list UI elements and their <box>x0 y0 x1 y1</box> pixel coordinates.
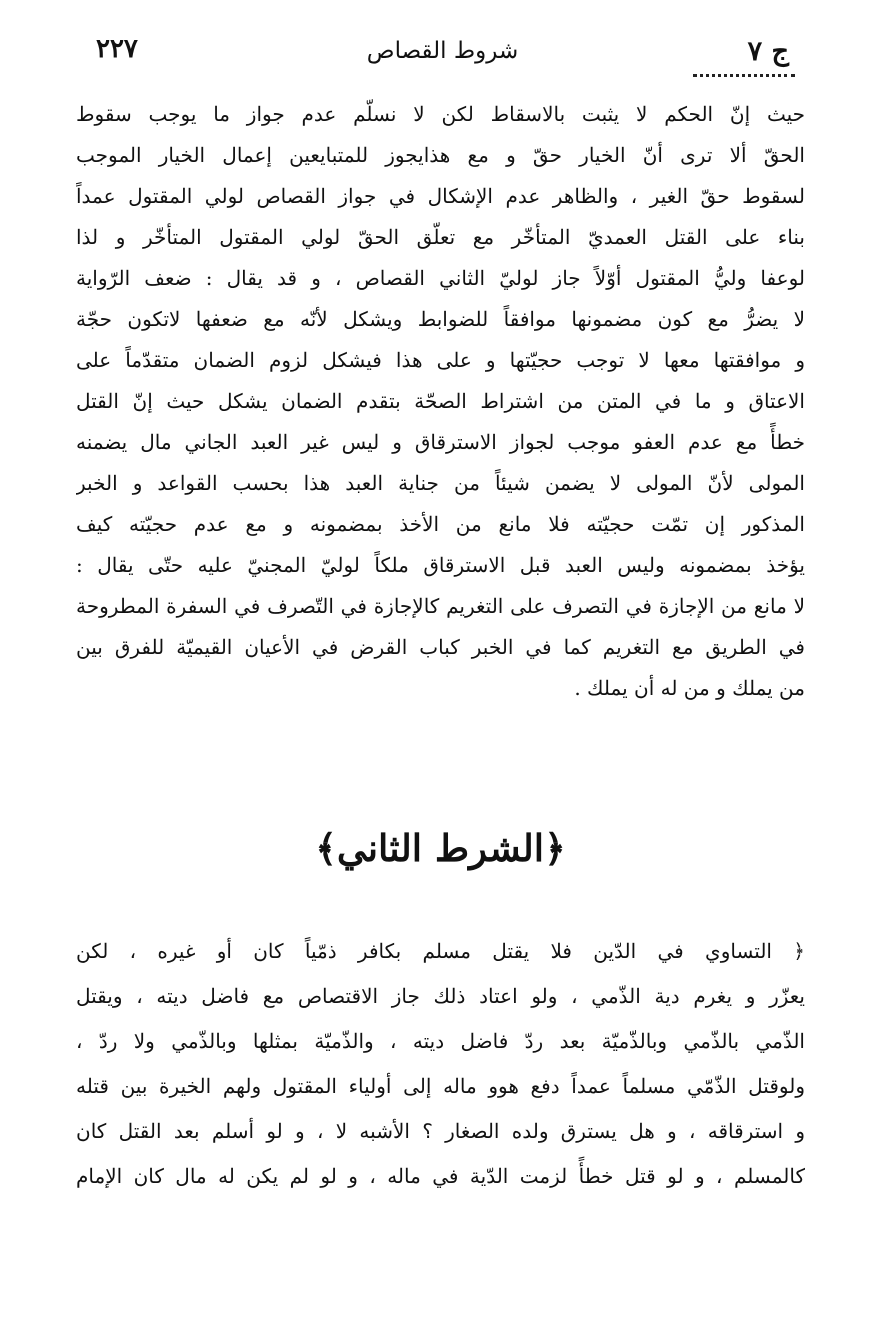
text-line: ﴿ التساوي في الدّين فلا يقتل مسلم بكافر ذمّياً كان أو غيره ، لكن <box>76 939 805 963</box>
text-line: يعزّر و يغرم دية الذّمي ، ولو اعتاد ذلك جاز الاقتصاص مع فاضل ديته ، ويقتل <box>76 984 805 1008</box>
text-line: الذّمي بالذّمي وبالذّميّة بعد ردّ فاضل ديته ، والذّميّة بمثلها وبالذّمي ولا ردّ ، <box>76 1029 805 1053</box>
running-header <box>96 30 789 74</box>
text-line: لوعفا وليُّ المقتول أوّلاً جاز لوليّ الثاني القصاص ، و قد يقال : ضعف الرّواية <box>76 266 805 290</box>
text-line: بناء على القتل العمديّ المتأخّر مع تعلّق الحقّ لولي المقتول المتأخّر و لذا <box>76 225 805 249</box>
text-line: الحقّ ألا ترى أنّ الخيار حقّ و مع هذايجوز للمتبايعين إعمال الخيار الموجب <box>76 143 805 167</box>
text-line: حيث إنّ الحكم لا يثبت بالاسقاط لكن لا نسلّم عدم جواز ما يوجب سقوط <box>76 102 805 126</box>
volume-label: ج ٧ <box>747 36 789 67</box>
text-line: المولى لأنّ المولى لا يضمن شيئاً من جناية العبد هذا بحسب القواعد و الخبر <box>76 471 805 495</box>
text-line: و موافقتها معها لا توجب حجيّتها و على هذا فيشكل لزوم الضمان متقدّماً على <box>76 348 805 372</box>
text-line: كالمسلم ، و لو قتل خطأً لزمت الدّية في ماله ، و لو لم يكن له مال كان الإمام <box>76 1164 805 1188</box>
text-line: يؤخذ بمضمونه وليس العبد قبل الاسترقاق ملكاً لوليّ المجنيّ عليه حتّى يقال : <box>76 553 805 577</box>
page-number: ٢٢٧ <box>96 34 138 64</box>
text-line: خطأً مع عدم العفو موجب لجواز الاسترقاق و ليس غير العبد الجاني مال يضمنه <box>76 430 805 454</box>
text-line: المذكور إن تمّت حجيّته فلا مانع من الأخذ بمضمونه و مع عدم حجيّته كيف <box>76 512 805 536</box>
text-line: لسقوط حقّ الغير ، والظاهر عدم الإشكال في جواز القصاص لولي المقتول عمداً <box>76 184 805 208</box>
text-line: لا مانع من الإجازة في التصرف على التغريم كالإجازة في التّصرف في السفرة المطروحة <box>76 594 805 618</box>
text-line: لا يضرُّ مع كون مضمونها موافقاً للضوابط ويشكل لأنّه مع ضعفها لاتكون حجّة <box>76 307 805 331</box>
section-heading: ﴿الشرط الثاني﴾ <box>315 826 566 870</box>
text-line: و استرقاقه ، و هل يسترق ولده الصغار ؟ الأشبه لا ، و لو أسلم بعد القتل كان <box>76 1119 805 1143</box>
text-line: ولوقتل الذّمّي مسلماً عمداً دفع هوو ماله إلى أولياء المقتول ولهم الخيرة بين قتله <box>76 1074 805 1098</box>
matn-paragraph <box>76 929 805 1199</box>
running-title: شروط القصاص <box>366 38 519 64</box>
text-line: في الطريق مع التغريم كما في الخبر كباب القرض في الأعيان القيميّة للفرق بين <box>76 635 805 659</box>
header-dotted-rule <box>693 74 795 77</box>
text-line: الاعتاق و ما في المتن من اشتراط الصحّة بتقدم الضمان يشكل حيث إنّ القتل <box>76 389 805 413</box>
text-line: من يملك و من له أن يملك . <box>574 676 805 700</box>
commentary-paragraph <box>76 94 805 709</box>
